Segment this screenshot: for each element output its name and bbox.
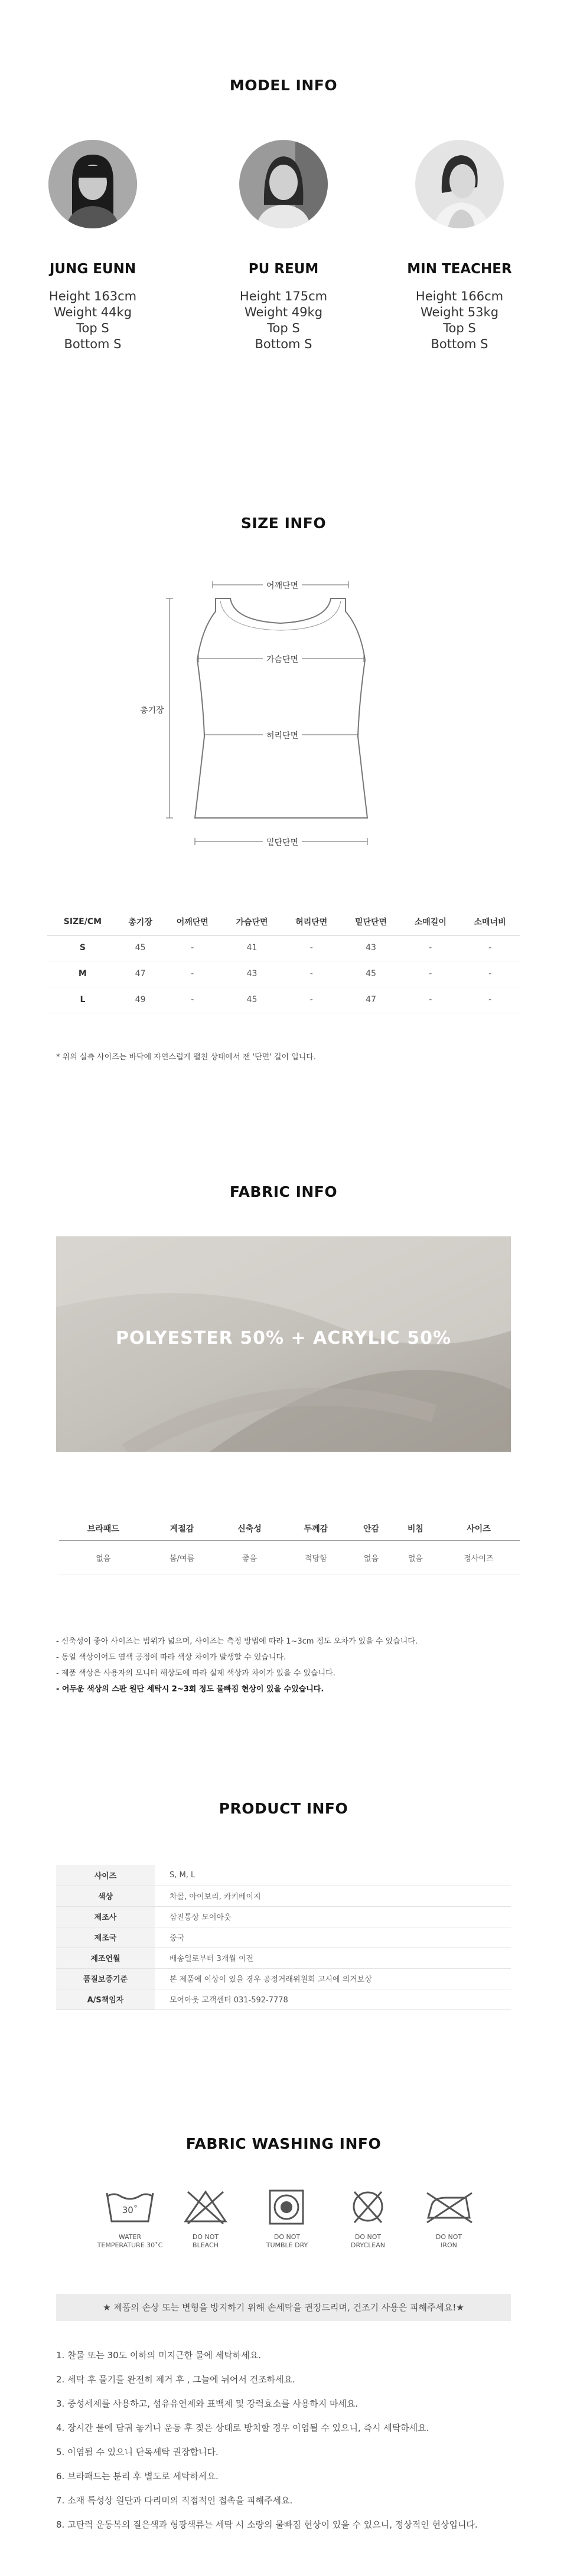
- model-bottom-size: Bottom S: [431, 337, 488, 351]
- table-cell: 47: [341, 987, 401, 1013]
- table-cell: 정사이즈: [438, 1540, 520, 1575]
- table-row: [56, 1927, 511, 1947]
- model-photo-2: [239, 140, 328, 228]
- table-row: [56, 1989, 511, 2009]
- table-row: [56, 1968, 511, 1989]
- table-cell: 없음: [393, 1540, 438, 1575]
- list-item: 3. 중성세제를 사용하고, 섬유유연제와 표백제 및 강력효소를 사용하지 마세요.: [56, 2398, 359, 2409]
- product-value: 배송일로부터 3개월 이전: [155, 1947, 511, 1968]
- tank-top-diagram: [0, 555, 567, 885]
- product-key: 색상: [56, 1886, 155, 1906]
- model-card-1: [28, 140, 158, 352]
- product-info-title: PRODUCT INFO: [219, 1800, 348, 1817]
- list-item: 8. 고탄력 운동복의 질은색과 형광색류는 세탁 시 소량의 물빠짐 현상이 있을 수 있으니, 정상적인 현상입니다.: [56, 2519, 478, 2530]
- wash-label-line2: IRON: [441, 2241, 457, 2249]
- table-row: [47, 961, 520, 987]
- wash-item: [327, 2188, 409, 2250]
- model-name: MIN TEACHER: [407, 261, 512, 277]
- size-table-header: [47, 909, 520, 935]
- list-item: 6. 브라패드는 분리 후 별도로 세탁하세요.: [56, 2471, 219, 2482]
- product-value: S, M, L: [155, 1865, 511, 1886]
- table-cell: 45: [118, 935, 163, 961]
- table-cell: -: [400, 987, 460, 1013]
- fabric-info-title: FABRIC INFO: [229, 1183, 338, 1200]
- table-cell: S: [47, 935, 118, 961]
- wash-label-line1: DO NOT: [273, 2233, 301, 2241]
- model-top-size: Top S: [443, 321, 476, 335]
- header-cell: 안감: [349, 1517, 393, 1540]
- fabric-note-4: - 어두운 색상의 스판 원단 세탁시 2~3회 정도 물빠짐 현상이 있을 수있습니다.: [56, 1685, 324, 1694]
- wash-label-line1: DO NOT: [435, 2233, 462, 2241]
- product-value: 본 제품에 이상이 있을 경우 공정거래위원회 고시에 의거보상: [155, 1968, 511, 1989]
- table-cell: 43: [341, 935, 401, 961]
- table-cell: 적당함: [283, 1540, 349, 1575]
- table-row: [56, 1947, 511, 1968]
- table-cell: -: [282, 961, 341, 987]
- shoulder-label: 어깨단면: [263, 580, 302, 591]
- wash-label-line2: BLEACH: [193, 2241, 219, 2249]
- table-cell: L: [47, 987, 118, 1013]
- size-table: [47, 909, 520, 1013]
- table-row: [56, 1906, 511, 1927]
- list-item: 4. 장시간 물에 담궈 놓거나 운동 후 젖은 상태로 방치할 경우 이염될 수 있으니, 즉시 세탁하세요.: [56, 2423, 429, 2433]
- table-cell: 없음: [59, 1540, 148, 1575]
- table-cell: -: [460, 987, 520, 1013]
- no-dryclean-icon: [347, 2188, 389, 2225]
- table-cell: M: [47, 961, 118, 987]
- fabric-composition: POLYESTER 50% + ACRYLIC 50%: [115, 1328, 452, 1348]
- table-cell: 45: [341, 961, 401, 987]
- table-cell: 47: [118, 961, 163, 987]
- size-note: * 위의 실측 사이즈는 바닥에 자연스럽게 펼친 상태에서 잰 '단면' 길이 입니다.: [56, 1053, 316, 1062]
- list-item: 2. 세탁 후 물기를 완전히 제거 후 , 그늘에 뉘어서 건조하세요.: [56, 2374, 295, 2385]
- wash-label-line2: TEMPERATURE 30˚C: [97, 2241, 163, 2249]
- model-weight: Weight 44kg: [53, 305, 132, 319]
- header-cell: 두께감: [283, 1517, 349, 1540]
- table-cell: -: [162, 961, 222, 987]
- model-photo-3: [415, 140, 504, 228]
- product-value: 차콜, 아이보리, 카키베이지: [155, 1886, 511, 1906]
- wash-item: [246, 2188, 328, 2250]
- washing-banner: ★ 제품의 손상 또는 변형을 방지하기 위해 손세탁을 권장드리며, 건조기 사용은 피해주세요!★: [56, 2294, 511, 2321]
- table-cell: 봄/여름: [148, 1540, 216, 1575]
- model-name: JUNG EUNN: [49, 261, 136, 277]
- model-weight: Weight 53kg: [420, 305, 499, 319]
- table-cell: -: [460, 935, 520, 961]
- washing-info-title: FABRIC WASHING INFO: [185, 2135, 382, 2152]
- size-info-title: SIZE INFO: [240, 515, 327, 532]
- wash-label-line2: TUMBLE DRY: [266, 2241, 308, 2249]
- waist-label: 허리단면: [263, 729, 302, 741]
- table-cell: 49: [118, 987, 163, 1013]
- model-info-title: MODEL INFO: [229, 77, 338, 94]
- hem-label: 밑단단면: [263, 836, 302, 848]
- table-cell: 없음: [349, 1540, 393, 1575]
- table-cell: 41: [222, 935, 282, 961]
- list-item: 5. 이염될 수 있으니 단독세탁 권장합니다.: [56, 2447, 219, 2457]
- wash-label-line2: DRYCLEAN: [350, 2241, 386, 2249]
- product-key: A/S책임자: [56, 1989, 155, 2009]
- wash-temp: 30˚: [122, 2205, 138, 2215]
- table-cell: -: [282, 935, 341, 961]
- model-card-2: [219, 140, 348, 352]
- table-cell: -: [400, 935, 460, 961]
- header-cell: 가슴단면: [222, 909, 282, 935]
- wash-label-line1: DO NOT: [354, 2233, 382, 2241]
- table-row: [56, 1886, 511, 1906]
- product-key: 제조연월: [56, 1947, 155, 1968]
- header-cell: 비침: [393, 1517, 438, 1540]
- table-cell: -: [282, 987, 341, 1013]
- table-row: [47, 987, 520, 1013]
- model-card-3: [395, 140, 524, 352]
- table-row: [59, 1540, 520, 1575]
- fabric-table-header: [59, 1517, 520, 1540]
- table-cell: 45: [222, 987, 282, 1013]
- no-bleach-icon: [182, 2188, 229, 2225]
- wash-label-line1: WATER: [118, 2233, 142, 2241]
- model-height: Height 175cm: [239, 289, 328, 303]
- table-cell: 좋음: [216, 1540, 282, 1575]
- header-cell: 어깨단면: [162, 909, 222, 935]
- chest-label: 가슴단면: [263, 653, 302, 665]
- header-cell: 신축성: [216, 1517, 282, 1540]
- product-key: 사이즈: [56, 1865, 155, 1886]
- no-tumble-dry-icon: [266, 2188, 308, 2225]
- model-bottom-size: Bottom S: [255, 337, 312, 351]
- model-top-size: Top S: [267, 321, 300, 335]
- product-value: 삼진통상 모어아웃: [155, 1906, 511, 1927]
- header-cell: 브라패드: [59, 1517, 148, 1540]
- fabric-note-1: - 신축성이 좋아 사이즈는 범위가 넓으며, 사이즈는 측정 방법에 따라 1~3cm 정도 오차가 있을 수 있습니다.: [56, 1637, 418, 1646]
- model-height: Height 163cm: [48, 289, 137, 303]
- list-item: 7. 소재 특성상 원단과 다리미의 직접적인 접촉을 피해주세요.: [56, 2495, 293, 2506]
- product-key: 제조사: [56, 1906, 155, 1927]
- header-cell: 계절감: [148, 1517, 216, 1540]
- fabric-table: [59, 1517, 520, 1575]
- model-photo-1: [48, 140, 137, 228]
- table-cell: -: [460, 961, 520, 987]
- model-top-size: Top S: [76, 321, 109, 335]
- header-cell: 소매길이: [400, 909, 460, 935]
- wash-item: [408, 2188, 490, 2250]
- model-bottom-size: Bottom S: [64, 337, 122, 351]
- table-cell: -: [400, 961, 460, 987]
- list-item: 1. 찬물 또는 30도 이하의 미지근한 물에 세탁하세요.: [56, 2350, 261, 2361]
- model-weight: Weight 49kg: [244, 305, 323, 319]
- product-info-table: [56, 1865, 511, 2010]
- no-iron-icon: [422, 2188, 475, 2225]
- wash-label-line1: DO NOT: [192, 2233, 219, 2241]
- wash-item: [164, 2188, 247, 2250]
- table-cell: 43: [222, 961, 282, 987]
- table-cell: -: [162, 987, 222, 1013]
- header-cell: 사이즈: [438, 1517, 520, 1540]
- product-value: 모어아웃 고객센터 031-592-7778: [155, 1989, 511, 2009]
- table-row: [47, 935, 520, 961]
- model-name: PU REUM: [248, 261, 319, 277]
- size-diagram: [0, 555, 567, 885]
- header-cell: SIZE/CM: [47, 909, 118, 935]
- table-row: [56, 1865, 511, 1886]
- table-cell: -: [162, 935, 222, 961]
- header-cell: 허리단면: [282, 909, 341, 935]
- fabric-image: [56, 1236, 511, 1452]
- length-label: 총기장: [139, 703, 165, 717]
- fabric-note-2: - 동일 색상이어도 염색 공정에 따라 색상 차이가 발생할 수 있습니다.: [56, 1653, 286, 1662]
- product-value: 중국: [155, 1927, 511, 1947]
- fabric-note-3: - 제품 색상은 사용자의 모니터 해상도에 따라 실제 색상과 차이가 있을 수 있습니다.: [56, 1669, 335, 1678]
- header-cell: 밑단단면: [341, 909, 401, 935]
- product-key: 제조국: [56, 1927, 155, 1947]
- header-cell: 총기장: [118, 909, 163, 935]
- header-cell: 소매너비: [460, 909, 520, 935]
- product-key: 품질보증기준: [56, 1968, 155, 1989]
- wash-item: [89, 2188, 171, 2250]
- model-height: Height 166cm: [415, 289, 504, 303]
